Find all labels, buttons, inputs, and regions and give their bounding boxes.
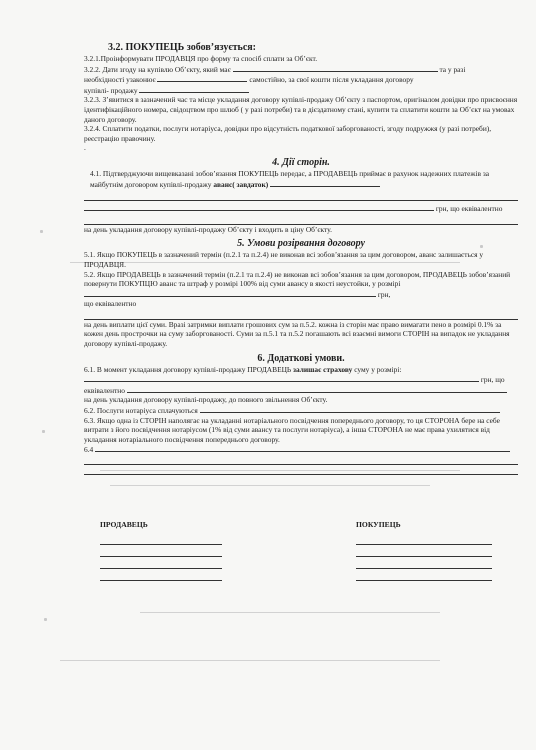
scan-artifact [42, 430, 45, 433]
section-4-title: 4. Дії сторін. [272, 156, 330, 168]
seller-signature-line[interactable] [100, 568, 222, 569]
blank-field[interactable] [200, 405, 500, 413]
blank-field[interactable] [127, 385, 507, 393]
blank-line[interactable] [84, 215, 518, 225]
blank-line[interactable] [84, 310, 518, 320]
clause-5-2: 5.2. Якщо ПРОДАВЕЦЬ в зазначений термін (п.2.1 та п.2.4) не виконав всі зобов’язання за цим договором, ПРОДАВЕЦЬ зобов’язаний повернути ПОКУПЦЮ аванс та штраф у розмірі 100% від суми авансу в якості неустойки, у розмірі грн, що еквівалентно [84, 269, 511, 309]
buyer-signature-line[interactable] [356, 568, 492, 569]
clause-3-2-4: 3.2.4. Сплатити податки, послуги нотаріуса, довідки про відсутність податкової заборгованості, згоду подружжя (у разі потреби), реєстрацію правочину. [84, 124, 492, 143]
clause-6-3: 6.3. Якщо одна із СТОРІН наполягає на укладанні нотаріального посвідчення попереднього договору, то ця СТОРОНА бере на себе витрати з його посвідчення нотаріусом (1% від суми авансу та послуги нотаріуса), а інша СТОРОНА не має права ухилятися від укладання нотаріального посвідчення попереднього договору. [84, 415, 500, 444]
seller-signature-line[interactable] [100, 544, 222, 545]
blank-line[interactable] [84, 191, 518, 201]
blank-field[interactable] [139, 85, 249, 93]
section-3-2-title: 3.2. ПОКУПЕЦЬ зобов’язується: [108, 42, 257, 53]
seller-signature-label: ПРОДАВЕЦЬ [100, 520, 148, 529]
clause-4-1-cont: грн, що еквівалентно [84, 203, 518, 214]
scan-artifact [40, 230, 43, 233]
blank-field[interactable] [84, 203, 434, 211]
seller-signature-line[interactable] [100, 556, 222, 557]
clause-6-1-amount: грн, що еквівалентно [84, 374, 518, 395]
clause-6-2: 6.2. Послуги нотаріуса сплачуються [84, 405, 518, 416]
blank-line[interactable] [84, 465, 518, 475]
clause-4-1: 4.1. Підтверджуючи вищевказані зобов’язання ПОКУПЕЦЬ передає, а ПРОДАВЕЦЬ приймає в рахунок надежних платежів за майбутнім договором купівлі-продажу аванс( завдаток) [90, 168, 490, 189]
blank-field[interactable] [84, 374, 479, 382]
buyer-signature-line[interactable] [356, 580, 492, 581]
buyer-signature-line[interactable] [356, 556, 492, 557]
blank-field[interactable] [233, 64, 438, 72]
scan-artifact [60, 660, 440, 661]
buyer-signature-line[interactable] [356, 544, 492, 545]
scan-artifact [44, 618, 47, 621]
clause-3-2-2: 3.2.2. Дати згоду на купівлю Об’єкту, який має та у разі необхідності узаконює самостійно, за свої кошти після укладання договору купівлі- продажу [84, 64, 466, 95]
blank-field[interactable] [157, 74, 247, 82]
trailing-dot: . [84, 143, 86, 153]
clause-6-1: 6.1. В момент укладання договору купівлі-продажу ПРОДАВЕЦЬ залишає страхову суму у розмірі: [84, 364, 402, 374]
clause-6-1-end: на день укладання договору купівлі-продажу, до повного звільнення Об’єкту. [84, 395, 328, 405]
clause-3-2-3: 3.2.3. З’явитися в зазначений час та місце укладання договору купівлі-продажу Об’єкту з паспортом, оригіналом довідки про присвоєння ідентифікаційного номера, свідоцтвом про шлюб ( у разі потреби) та в дієздатному стані, купити та сплатити кошти за Об’єкт на умовах даного договору. [84, 95, 518, 124]
clause-3-2-1: 3.2.1.Проінформувати ПРОДАВЦЯ про форму та спосіб сплати за Об’єкт. [84, 54, 318, 63]
blank-field[interactable] [84, 289, 376, 297]
blank-line[interactable] [84, 455, 518, 465]
buyer-signature-label: ПОКУПЕЦЬ [356, 520, 401, 529]
blank-field[interactable] [270, 179, 380, 187]
scan-artifact [140, 612, 440, 613]
clause-5-2-cont: на день виплати цієї суми. Вразі затримки виплати грошових сум за п.5.2. кожна із сторін має право вимагати пено в розмірі 0.1% за кожен день прострочки на суму заборгованості. Суми за п.5.1 та п.5.2 погашають всі взаємні вимоги СТОРІН на випадок не укладання договору купівлі-продажу. [84, 319, 510, 349]
seller-signature-line[interactable] [100, 580, 222, 581]
clause-4-1-end: на день укладання договору купівлі-продажу Об’єкту і входить в ціну Об’єкту. [84, 224, 332, 234]
section-6-title: 6. Додаткові умови. [257, 352, 345, 364]
scan-artifact [110, 485, 430, 486]
blank-field[interactable] [95, 444, 510, 452]
section-5-title: 5. Умови розірвання договору [237, 238, 365, 250]
clause-5-1: 5.1. Якщо ПОКУПЕЦЬ в зазначений термін (п.2.1 та п.2.4) не виконав всі зобов’язання за цим договором, аванс залишається у ПРОДАВЦЯ. [84, 250, 484, 269]
clause-6-4: 6.4 [84, 444, 518, 455]
contract-body [84, 42, 518, 475]
